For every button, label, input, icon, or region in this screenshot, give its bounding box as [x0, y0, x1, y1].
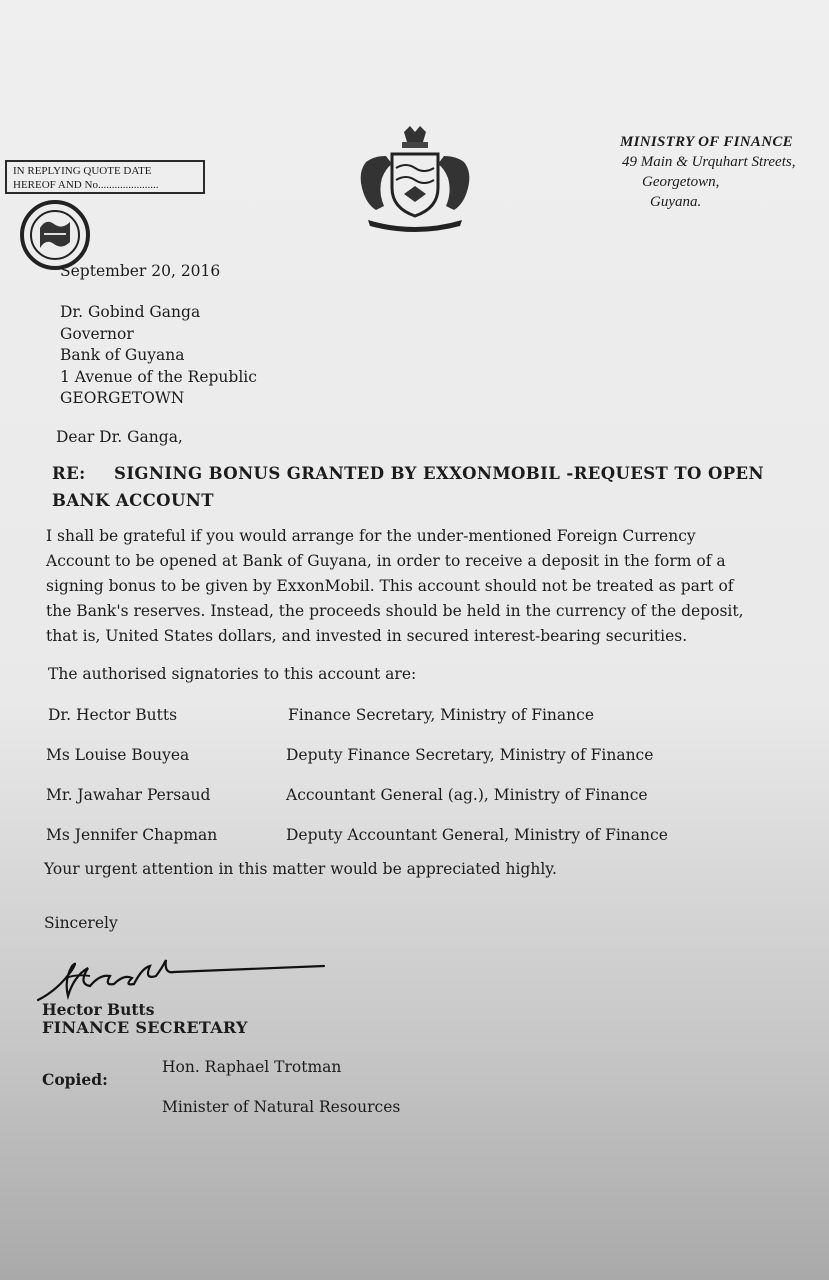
salutation: Dear Dr. Ganga, — [56, 428, 183, 446]
signatory-name: Ms Jennifer Chapman — [46, 826, 218, 844]
paragraph-line: the Bank's reserves. Instead, the proceeds should be held in the currency of the deposit, — [46, 602, 744, 620]
paragraph-line: that is, United States dollars, and invested in secured interest-bearing securities. — [46, 627, 688, 645]
paragraph-line: Account to be opened at Bank of Guyana, in order to receive a deposit in the form of a — [46, 552, 726, 570]
closing-line: Your urgent attention in this matter would be appreciated highly. — [44, 860, 557, 878]
signer-name: Hector Butts — [42, 1000, 155, 1019]
signer-block — [42, 1000, 154, 1020]
body-paragraph — [46, 524, 790, 649]
signatory-name: Mr. Jawahar Persaud — [46, 786, 211, 804]
signer-title: FINANCE SECRETARY — [42, 1018, 248, 1037]
recipient-name: Dr. Gobind Ganga — [60, 303, 201, 321]
paragraph-line: I shall be grateful if you would arrange for the under-mentioned Foreign Currency — [46, 527, 696, 545]
signatory-name: Dr. Hector Butts — [48, 706, 178, 724]
recipient-street: 1 Avenue of the Republic — [60, 367, 257, 386]
subject-line-2: BANK ACCOUNT — [52, 491, 214, 510]
circular-stamp-icon — [18, 198, 92, 272]
signatory-role: Accountant General (ag.), Ministry of Finance — [286, 786, 648, 804]
recipient-title: Governor — [60, 324, 134, 343]
signatory-name: Ms Louise Bouyea — [46, 746, 190, 764]
copied-label: Copied: — [42, 1070, 108, 1089]
subject-label: RE: — [52, 464, 86, 483]
reference-line-2: HEREOF AND No...................... — [13, 179, 159, 191]
signatory-role: Finance Secretary, Ministry of Finance — [288, 706, 594, 724]
ministry-address-line-3: Guyana. — [650, 194, 702, 210]
signatory-role: Deputy Accountant General, Ministry of Finance — [286, 826, 668, 844]
signatories-intro: The authorised signatories to this account are: — [48, 665, 417, 683]
recipient-block — [60, 302, 257, 410]
subject-line-1: SIGNING BONUS GRANTED BY EXXONMOBIL -REQUEST TO OPEN — [114, 464, 765, 483]
sign-off: Sincerely — [44, 914, 118, 932]
coat-of-arms-icon — [352, 124, 478, 232]
paragraph-line: signing bonus to be given by ExxonMobil. This account should not be treated as part of — [46, 577, 734, 595]
ministry-address-line-1: 49 Main & Urquhart Streets, — [622, 154, 796, 170]
ministry-address-line-2: Georgetown, — [642, 174, 720, 190]
recipient-city: GEORGETOWN — [60, 389, 185, 407]
ministry-header — [620, 132, 795, 212]
subject-line — [52, 460, 764, 514]
letter-date: September 20, 2016 — [60, 262, 221, 280]
copied-name: Hon. Raphael Trotman — [162, 1058, 342, 1076]
signatory-role: Deputy Finance Secretary, Ministry of Finance — [286, 746, 654, 764]
copied-title: Minister of Natural Resources — [162, 1098, 401, 1116]
ministry-title: MINISTRY OF FINANCE — [620, 134, 793, 150]
recipient-org: Bank of Guyana — [60, 346, 185, 364]
reference-box — [5, 160, 205, 194]
reference-line-1: IN REPLYING QUOTE DATE — [13, 165, 152, 177]
